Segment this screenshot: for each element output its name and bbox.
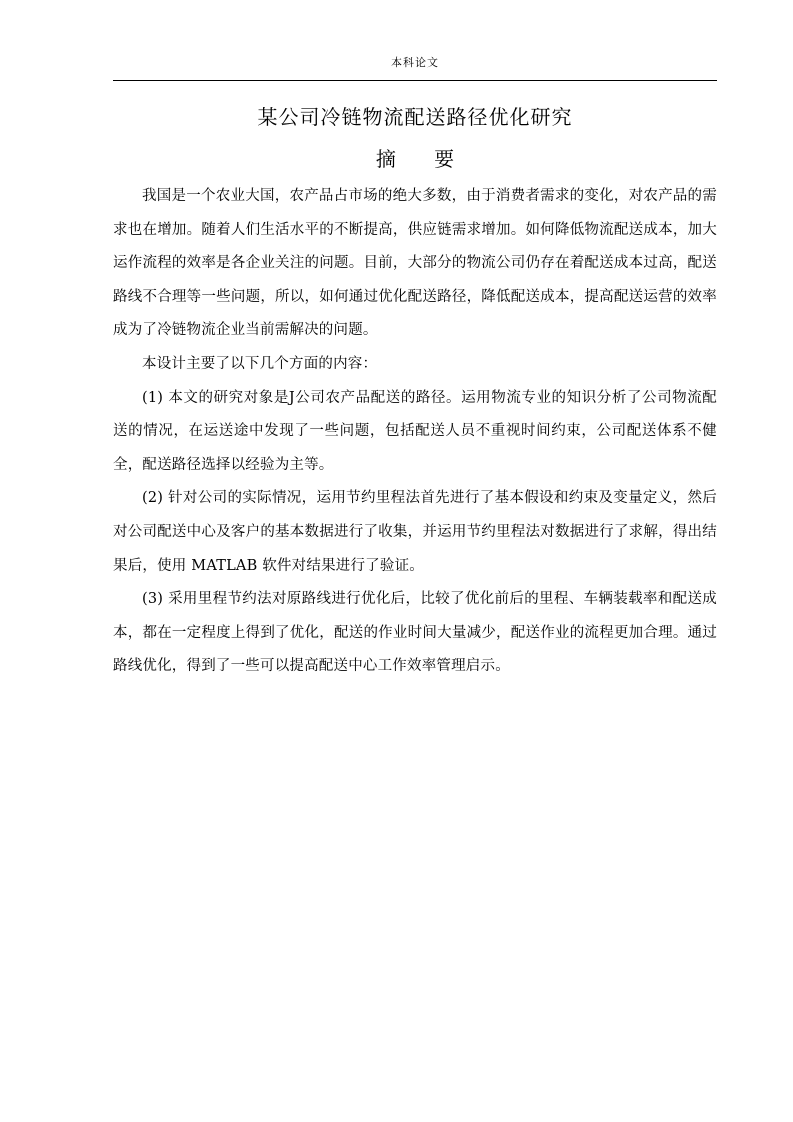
abstract-heading: 摘 要 [375, 147, 471, 171]
abstract-paragraph-point-1: (1) 本文的研究对象是J公司农产品配送的路径。运用物流专业的知识分析了公司物流配送的情况，在运送途中发现了一些问题，包括配送人员不重视时间约束，公司配送体系不健全，配送路径选择以经验为主等。 [113, 389, 717, 473]
abstract-paragraph-scope: 本设计主要了以下几个方面的内容： [142, 355, 378, 372]
abstract-paragraph-point-2: (2) 针对公司的实际情况，运用节约里程法首先进行了基本假设和约束及变量定义，然后对公司配送中心及客户的基本数据进行了收集，并运用节约里程法对数据进行了求解，得出结果后，使用 MATLAB 软件对结果进行了验证。 [113, 490, 717, 574]
abstract-body [113, 180, 717, 684]
running-header: 本科论文 [391, 56, 439, 69]
abstract-paragraph-point-3: (3) 采用里程节约法对原路线进行优化后，比较了优化前后的里程、车辆装载率和配送成本，都在一定程度上得到了优化，配送的作业时间大量减少，配送作业的流程更加合理。通过路线优化，得到了一些可以提高配送中心工作效率管理启示。 [113, 591, 717, 675]
abstract-paragraph-intro: 我国是一个农业大国，农产品占市场的绝大多数，由于消费者需求的变化，对农产品的需求也在增加。随着人们生活水平的不断提高，供应链需求增加。如何降低物流配送成本，加大运作流程的效率是各企业关注的问题。目前，大部分的物流公司仍存在着配送成本过高，配送路线不合理等一些问题，所以，如何通过优化配送路径，降低配送成本，提高配送运营的效率成为了冷链物流企业当前需解决的问题。 [113, 188, 717, 339]
header-rule [113, 80, 717, 81]
document-title: 某公司冷链物流配送路径优化研究 [257, 105, 573, 129]
